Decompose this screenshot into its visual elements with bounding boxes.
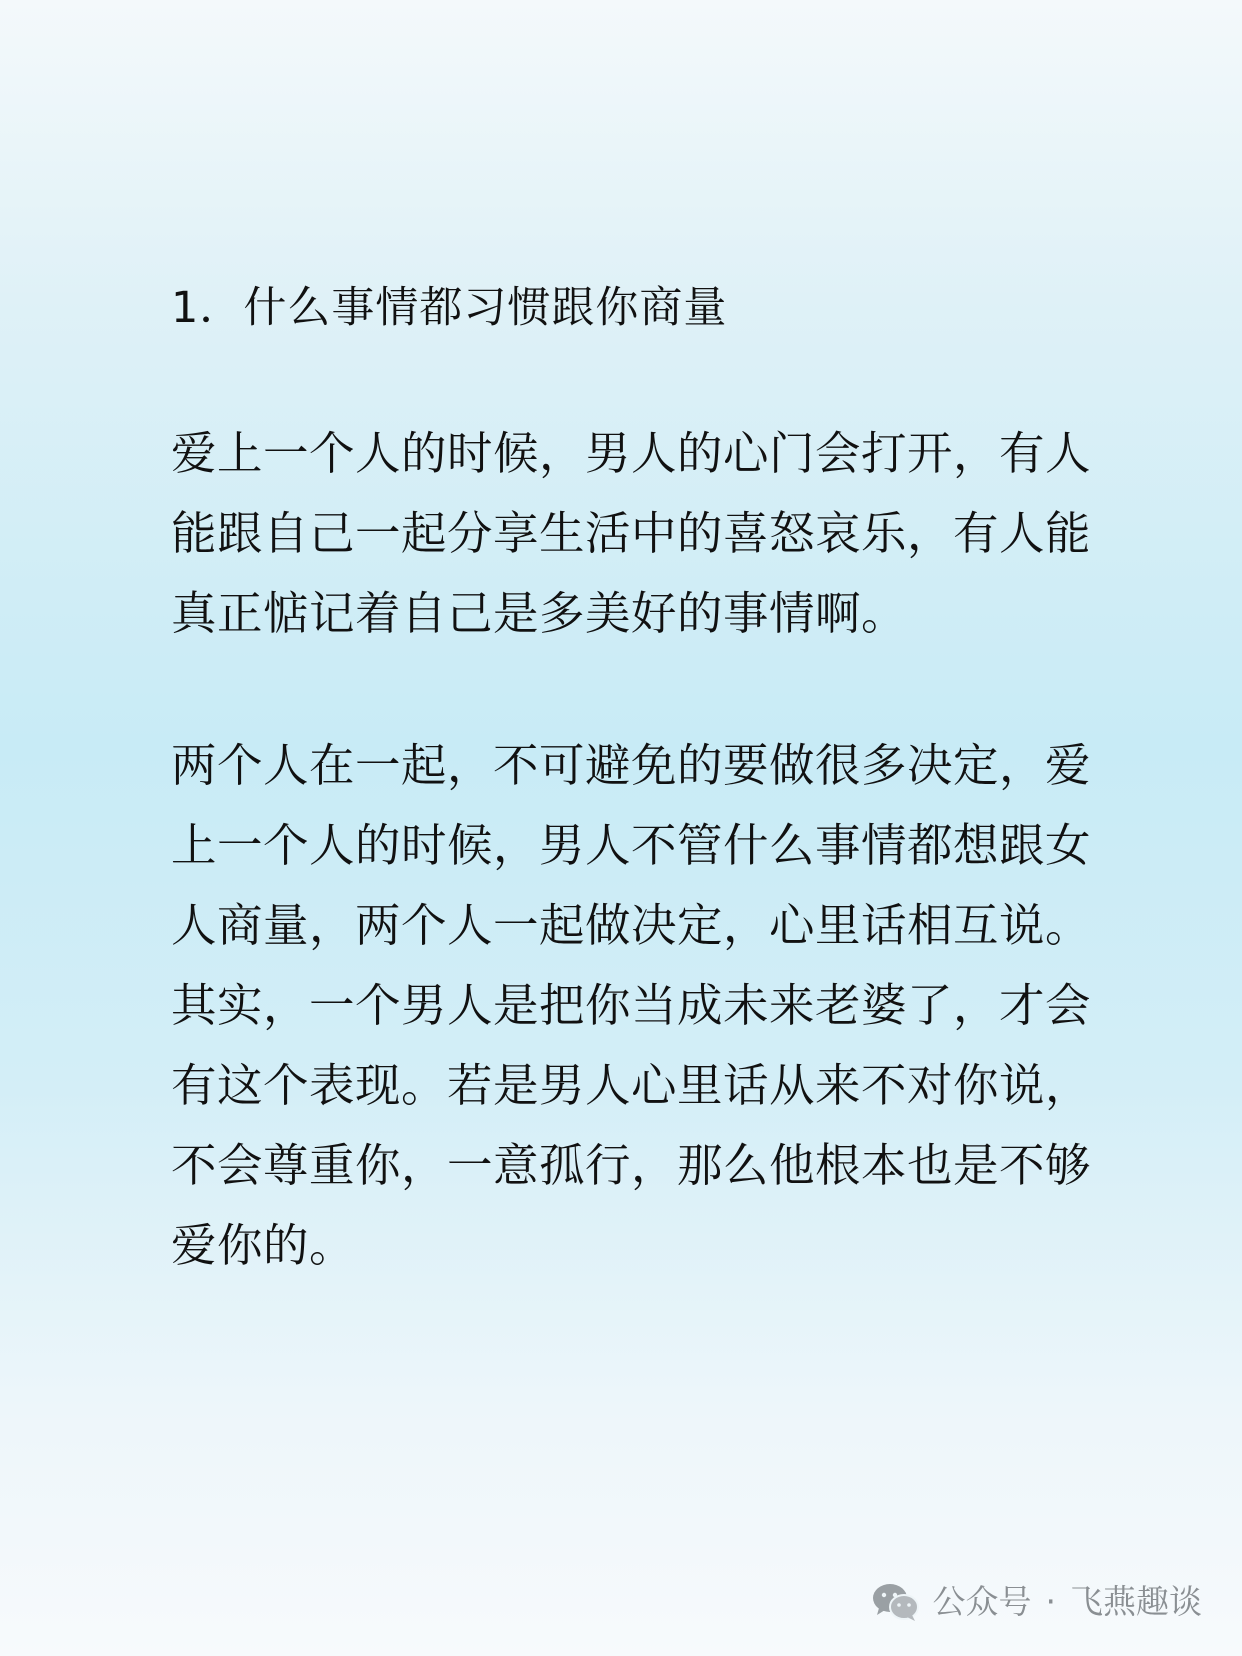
watermark-separator: ·	[1045, 1582, 1056, 1621]
wechat-icon	[871, 1582, 921, 1622]
section-heading: 1．什么事情都习惯跟你商量	[171, 283, 728, 333]
paragraph-2: 两个人在一起，不可避免的要做很多决定，爱上一个人的时候，男人不管什么事情都想跟女人商量，两个人一起做决定，心里话相互说。其实，一个男人是把你当成未来老婆了，才会有这个表现。若是男人心里话从来不对你说，不会尊重你，一意孤行，那么他根本也是不够爱你的。	[171, 739, 1092, 1272]
watermark-label: 公众号	[932, 1582, 1032, 1621]
watermark-account: 飞燕趣谈	[1070, 1582, 1202, 1621]
watermark	[871, 1582, 1203, 1622]
paragraph-1: 爱上一个人的时候，男人的心门会打开，有人能跟自己一起分享生活中的喜怒哀乐，有人能真正惦记着自己是多美好的事情啊。	[171, 427, 1092, 640]
article-body	[171, 276, 1091, 1358]
